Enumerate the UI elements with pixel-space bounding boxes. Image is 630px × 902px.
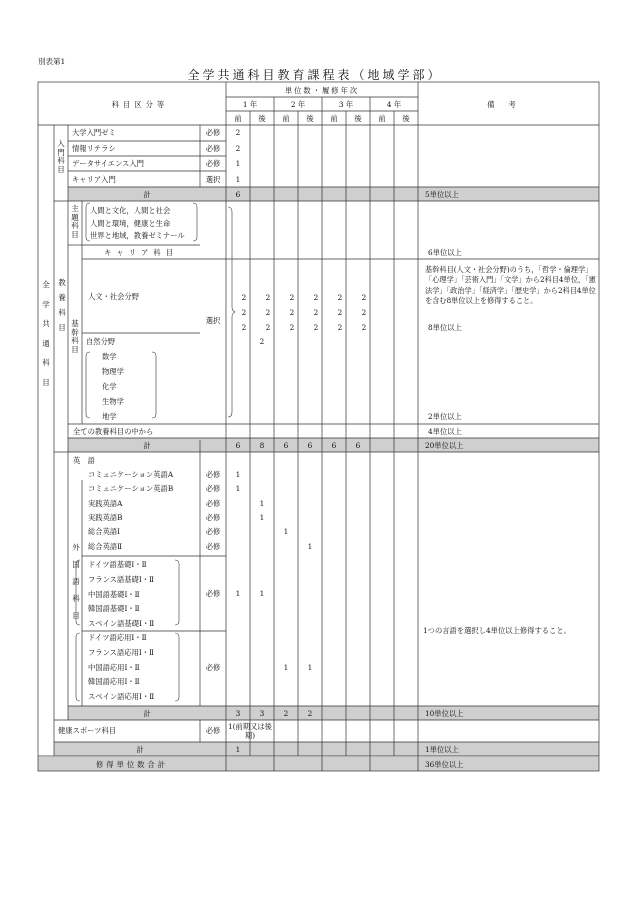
humanities-value: 2 [265, 293, 271, 302]
label-char: 教 [58, 278, 66, 287]
science-subject: 物理学 [102, 367, 124, 376]
liberal-total-value: 8 [259, 441, 265, 450]
semester-header: 前 [330, 114, 338, 123]
category-header: 科目区分等 [111, 100, 169, 109]
humanities-value: 2 [361, 308, 367, 317]
intro-type: 必修 [205, 128, 221, 137]
intro-total-note: 5単位以上 [425, 190, 459, 199]
intro-subject: 大学入門ゼミ [72, 128, 116, 137]
natural-field: 自然分野 [86, 337, 116, 346]
sports-total-note: 1単位以上 [425, 745, 459, 754]
intro-subject: キャリア入門 [72, 174, 116, 184]
semester-header: 後 [354, 114, 362, 123]
semester-header: 後 [306, 114, 314, 123]
label-char: 科 [42, 358, 50, 367]
humanities-value: 2 [337, 293, 343, 302]
all-liberal-note: 4単位以上 [428, 427, 462, 436]
english-subject: コミュニケーション英語A [88, 470, 174, 479]
humanities-value: 2 [265, 323, 271, 332]
basic-lang-value: 1 [235, 589, 241, 598]
foreign-total-value: 3 [235, 709, 241, 718]
year-header: 4 年 [386, 100, 402, 109]
intro-group-label [55, 140, 67, 175]
liberal-total-value: 6 [355, 441, 361, 450]
english-subject: 総合英語Ⅰ [88, 527, 121, 537]
english-subject: 総合英語Ⅱ [88, 541, 123, 551]
basic-group-label [69, 320, 81, 355]
units-year-header: 単位数・履修年次 [284, 86, 360, 95]
science-subject: 数学 [102, 352, 117, 361]
english-value: 1 [307, 541, 313, 551]
humanities-field: 人文・社会分野 [88, 292, 140, 301]
basic-language: フランス語基礎Ⅰ・Ⅱ [88, 574, 154, 584]
applied-language: 韓国語応用Ⅰ・Ⅱ [88, 677, 140, 687]
humanities-value: 2 [313, 293, 319, 302]
foreign-total-label: 計 [143, 709, 151, 718]
semester-header: 前 [234, 114, 242, 123]
intro-type: 必修 [205, 143, 221, 153]
intro-type: 選択 [205, 174, 221, 184]
liberal-total-value: 6 [331, 441, 337, 450]
humanities-value: 2 [313, 308, 319, 317]
label-char: 題 [71, 212, 79, 222]
semester-header: 後 [258, 114, 266, 123]
english-value: 1 [259, 512, 265, 522]
applied-lang-value: 1 [283, 663, 289, 672]
theme-line: 人間と環境，健康と生命 [90, 218, 171, 228]
outer-category-label [40, 275, 52, 392]
humanities-value: 2 [241, 293, 247, 302]
remarks-header: 備考 [487, 100, 530, 109]
humanities-value: 2 [241, 323, 247, 332]
humanities-value: 2 [289, 293, 295, 302]
year-header: 1 年 [242, 100, 258, 109]
liberal-total-value: 6 [235, 441, 241, 450]
english-subject: コミュニケーション英語B [88, 484, 174, 494]
select-type: 選択 [205, 316, 221, 325]
foreign-total-value: 2 [283, 709, 289, 718]
applied-language: ドイツ語応用Ⅰ・Ⅱ [88, 633, 147, 642]
year-header: 2 年 [290, 100, 306, 109]
career-note: 6単位以上 [428, 248, 462, 257]
humanities-value: 2 [337, 323, 343, 332]
grand-total-note: 36単位以上 [425, 760, 464, 769]
applied-language: スペイン語応用Ⅰ・Ⅱ [88, 692, 155, 702]
applied-language: フランス語応用Ⅰ・Ⅱ [88, 647, 154, 657]
basic-lang-type: 必修 [205, 589, 221, 598]
label-char: 科 [72, 593, 80, 603]
english-type: 必修 [205, 527, 221, 537]
label-char: 科 [71, 336, 79, 346]
label-char: 共 [42, 319, 50, 328]
humanities-value: 2 [337, 308, 343, 317]
foreign-total-value: 2 [307, 709, 313, 718]
foreign-group-label [70, 540, 82, 624]
label-char: 門 [57, 147, 65, 157]
career-subject: キャリア科目 [104, 248, 178, 257]
semester-header: 前 [282, 114, 290, 123]
liberal-total-label: 計 [143, 441, 151, 450]
theme-line: 人間と文化，人間と社会 [90, 206, 171, 215]
english-value: 1 [235, 484, 241, 494]
theme-line: 世界と地域，教養ゼミナール [90, 231, 185, 240]
humanities-value: 2 [265, 308, 271, 317]
basic-language: 韓国語基礎Ⅰ・Ⅱ [88, 604, 140, 614]
liberal-total-note: 20単位以上 [425, 441, 464, 450]
sports-subject: 健康スポーツ科目 [58, 726, 117, 735]
grand-total-label: 修得単位数合計 [95, 760, 169, 769]
label-char: 目 [42, 377, 50, 387]
intro-type: 必修 [205, 159, 221, 168]
foreign-total-note: 10単位以上 [425, 709, 464, 718]
humanities-value: 2 [361, 323, 367, 332]
intro-subject: 情報リテラシ [72, 143, 116, 153]
label-char: 科 [57, 156, 65, 166]
basic-note: 基幹科目(人文・社会分野)のうち，「哲学・倫理学」「心理学」「芸術入門」「文学」から2科目4単位，「憲法学」「政治学」「経済学」「歴史学」から2科目4単位を含む8単位以上を修得すること。 [425, 265, 596, 306]
sports-total-value: 1 [235, 745, 241, 754]
intro-total-label: 計 [143, 190, 151, 199]
humanities-value: 2 [241, 308, 247, 317]
science-subject: 生物学 [102, 397, 124, 406]
english-type: 必修 [205, 470, 221, 479]
label-char: 主 [71, 204, 79, 213]
label-char: 目 [71, 229, 79, 239]
natural-value: 2 [259, 337, 265, 346]
basic-language: 中国語基礎Ⅰ・Ⅱ [88, 589, 140, 599]
appendix-label: 別表第1 [38, 57, 66, 66]
english-type: 必修 [205, 512, 221, 522]
label-char: 通 [42, 338, 50, 348]
english-subject: 実践英語B [88, 512, 123, 522]
label-char: 語 [72, 576, 80, 586]
humanities-value: 2 [361, 293, 367, 302]
english-value: 1 [259, 498, 265, 508]
applied-lang-type: 必修 [205, 663, 221, 672]
label-char: 目 [58, 323, 66, 332]
english-label: 英 語 [73, 456, 95, 465]
basic-lang-value: 1 [259, 589, 265, 598]
humanities-value: 2 [289, 308, 295, 317]
label-char: 基 [71, 319, 79, 328]
english-type: 必修 [205, 541, 221, 551]
page-title: 全学共通科目教育課程表（地域学部） [187, 68, 443, 82]
english-value: 1 [283, 527, 289, 537]
basic-language: スペイン語基礎Ⅰ・Ⅱ [88, 619, 155, 629]
year-header: 3 年 [338, 100, 354, 109]
label-char: 学 [42, 299, 50, 309]
liberal-total-value: 6 [283, 441, 289, 450]
sports-type: 必修 [205, 726, 221, 735]
semester-header: 前 [378, 114, 386, 123]
intro-value: 2 [235, 143, 241, 153]
english-type: 必修 [205, 498, 221, 508]
humanities-note: 8単位以上 [428, 323, 462, 332]
label-char: 国 [72, 559, 80, 569]
label-char: 入 [57, 139, 65, 148]
intro-value: 1 [235, 174, 241, 184]
semester-header: 後 [402, 114, 410, 123]
humanities-value: 2 [289, 323, 295, 332]
basic-language: ドイツ語基礎Ⅰ・Ⅱ [88, 560, 147, 569]
intro-value: 1 [235, 159, 241, 168]
label-char: 外 [72, 543, 80, 552]
english-subject: 実践英語A [88, 498, 123, 508]
english-value: 1 [235, 470, 241, 479]
label-char: 目 [72, 610, 80, 620]
applied-language: 中国語応用Ⅰ・Ⅱ [88, 662, 140, 672]
language-note: 1つの言語を選択し4単位以上修得すること。 [423, 626, 571, 635]
intro-value: 2 [235, 128, 241, 137]
intro-subject: データサイエンス入門 [72, 159, 144, 168]
science-subject: 化学 [102, 382, 117, 391]
liberal-group-label [56, 275, 68, 335]
foreign-total-value: 3 [259, 709, 265, 718]
sports-value: 1(前期又は後期) [228, 722, 272, 741]
label-char: 目 [71, 344, 79, 354]
all-liberal-row: 全ての教養科目の中から [73, 427, 154, 436]
intro-total-value: 6 [235, 190, 241, 199]
sports-total-label: 計 [136, 745, 144, 754]
label-char: 目 [57, 164, 65, 174]
science-subject: 地学 [102, 412, 117, 421]
applied-lang-value: 1 [307, 663, 313, 672]
english-type: 必修 [205, 484, 221, 494]
natural-note: 2単位以上 [428, 412, 462, 421]
label-char: 全 [42, 280, 50, 289]
label-char: 養 [58, 293, 66, 302]
liberal-total-value: 6 [307, 441, 313, 450]
label-char: 科 [58, 308, 66, 317]
label-char: 科 [71, 221, 79, 231]
label-char: 幹 [71, 327, 79, 337]
theme-group-label [69, 205, 81, 240]
humanities-value: 2 [313, 323, 319, 332]
